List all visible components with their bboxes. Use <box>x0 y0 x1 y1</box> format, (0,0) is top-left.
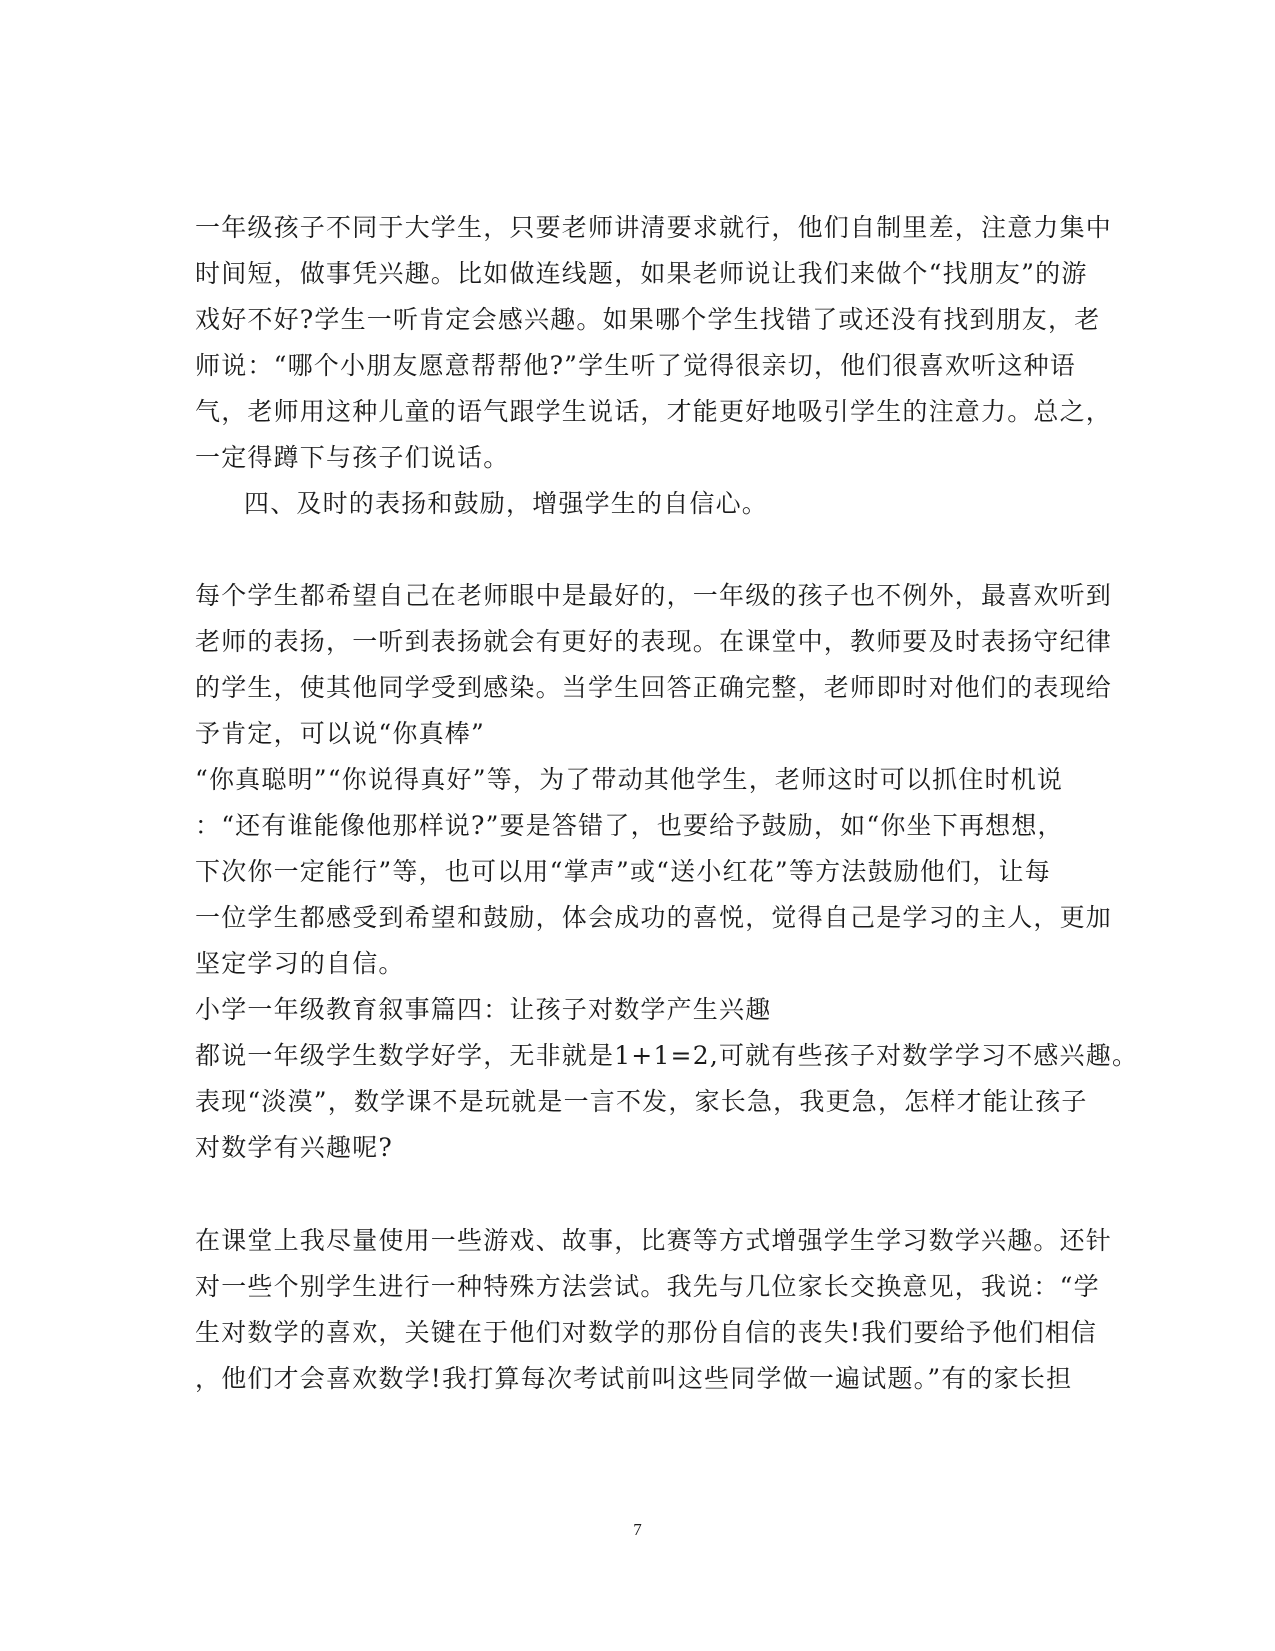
paragraph-line: 每个学生都希望自己在老师眼中是最好的，一年级的孩子也不例外，最喜欢听到 <box>195 581 1113 610</box>
article-title: 小学一年级教育叙事篇四：让孩子对数学产生兴趣 <box>195 995 772 1024</box>
paragraph-line: 坚定学习的自信。 <box>195 949 405 978</box>
paragraph-line: 予肯定，可以说“你真棒” <box>195 719 485 748</box>
paragraph-line: 下次你一定能行”等，也可以用“掌声”或“送小红花”等方法鼓励他们，让每 <box>195 857 1051 886</box>
paragraph-line: 一年级孩子不同于大学生，只要老师讲清要求就行，他们自制里差，注意力集中 <box>195 213 1113 242</box>
paragraph-line: 一位学生都感受到希望和鼓励，体会成功的喜悦，觉得自己是学习的主人，更加 <box>195 903 1113 932</box>
paragraph-line: 对一些个别学生进行一种特殊方法尝试。我先与几位家长交换意见，我说：“学 <box>195 1272 1100 1301</box>
paragraph-line: 表现“淡漠”，数学课不是玩就是一言不发，家长急，我更急，怎样才能让孩子 <box>195 1087 1088 1116</box>
paragraph-line: ：“还有谁能像他那样说?”要是答错了，也要给予鼓励，如“你坐下再想想， <box>195 811 1064 840</box>
paragraph-line: 在课堂上我尽量使用一些游戏、故事，比赛等方式增强学生学习数学兴趣。还针 <box>195 1226 1113 1255</box>
section-heading: 四、及时的表扬和鼓励，增强学生的自信心。 <box>244 489 769 518</box>
paragraph-line: 的学生，使其他同学受到感染。当学生回答正确完整，老师即时对他们的表现给 <box>195 673 1113 702</box>
paragraph-line: “你真聪明”“你说得真好”等，为了带动其他学生，老师这时可以抓住时机说 <box>195 765 1064 794</box>
paragraph-line: 戏好不好?学生一听肯定会感兴趣。如果哪个学生找错了或还没有找到朋友，老 <box>195 305 1101 334</box>
paragraph-line: 都说一年级学生数学好学，无非就是1+1=2,可就有些孩子对数学学习不感兴趣。 <box>195 1041 1139 1070</box>
paragraph-line: 一定得蹲下与孩子们说话。 <box>195 443 510 472</box>
paragraph-line: 师说：“哪个小朋友愿意帮帮他?”学生听了觉得很亲切，他们很喜欢听这种语 <box>195 351 1076 380</box>
paragraph-line: ，他们才会喜欢数学!我打算每次考试前叫这些同学做一遍试题。”有的家长担 <box>195 1364 1073 1393</box>
paragraph-line: 老师的表扬，一听到表扬就会有更好的表现。在课堂中，教师要及时表扬守纪律 <box>195 627 1113 656</box>
page-number: 7 <box>633 1520 642 1539</box>
paragraph-line: 气，老师用这种儿童的语气跟学生说话，才能更好地吸引学生的注意力。总之， <box>195 397 1113 426</box>
paragraph-line: 时间短，做事凭兴趣。比如做连线题，如果老师说让我们来做个“找朋友”的游 <box>195 259 1088 288</box>
paragraph-line: 生对数学的喜欢，关键在于他们对数学的那份自信的丧失!我们要给予他们相信 <box>195 1318 1098 1347</box>
paragraph-line: 对数学有兴趣呢? <box>195 1133 394 1162</box>
